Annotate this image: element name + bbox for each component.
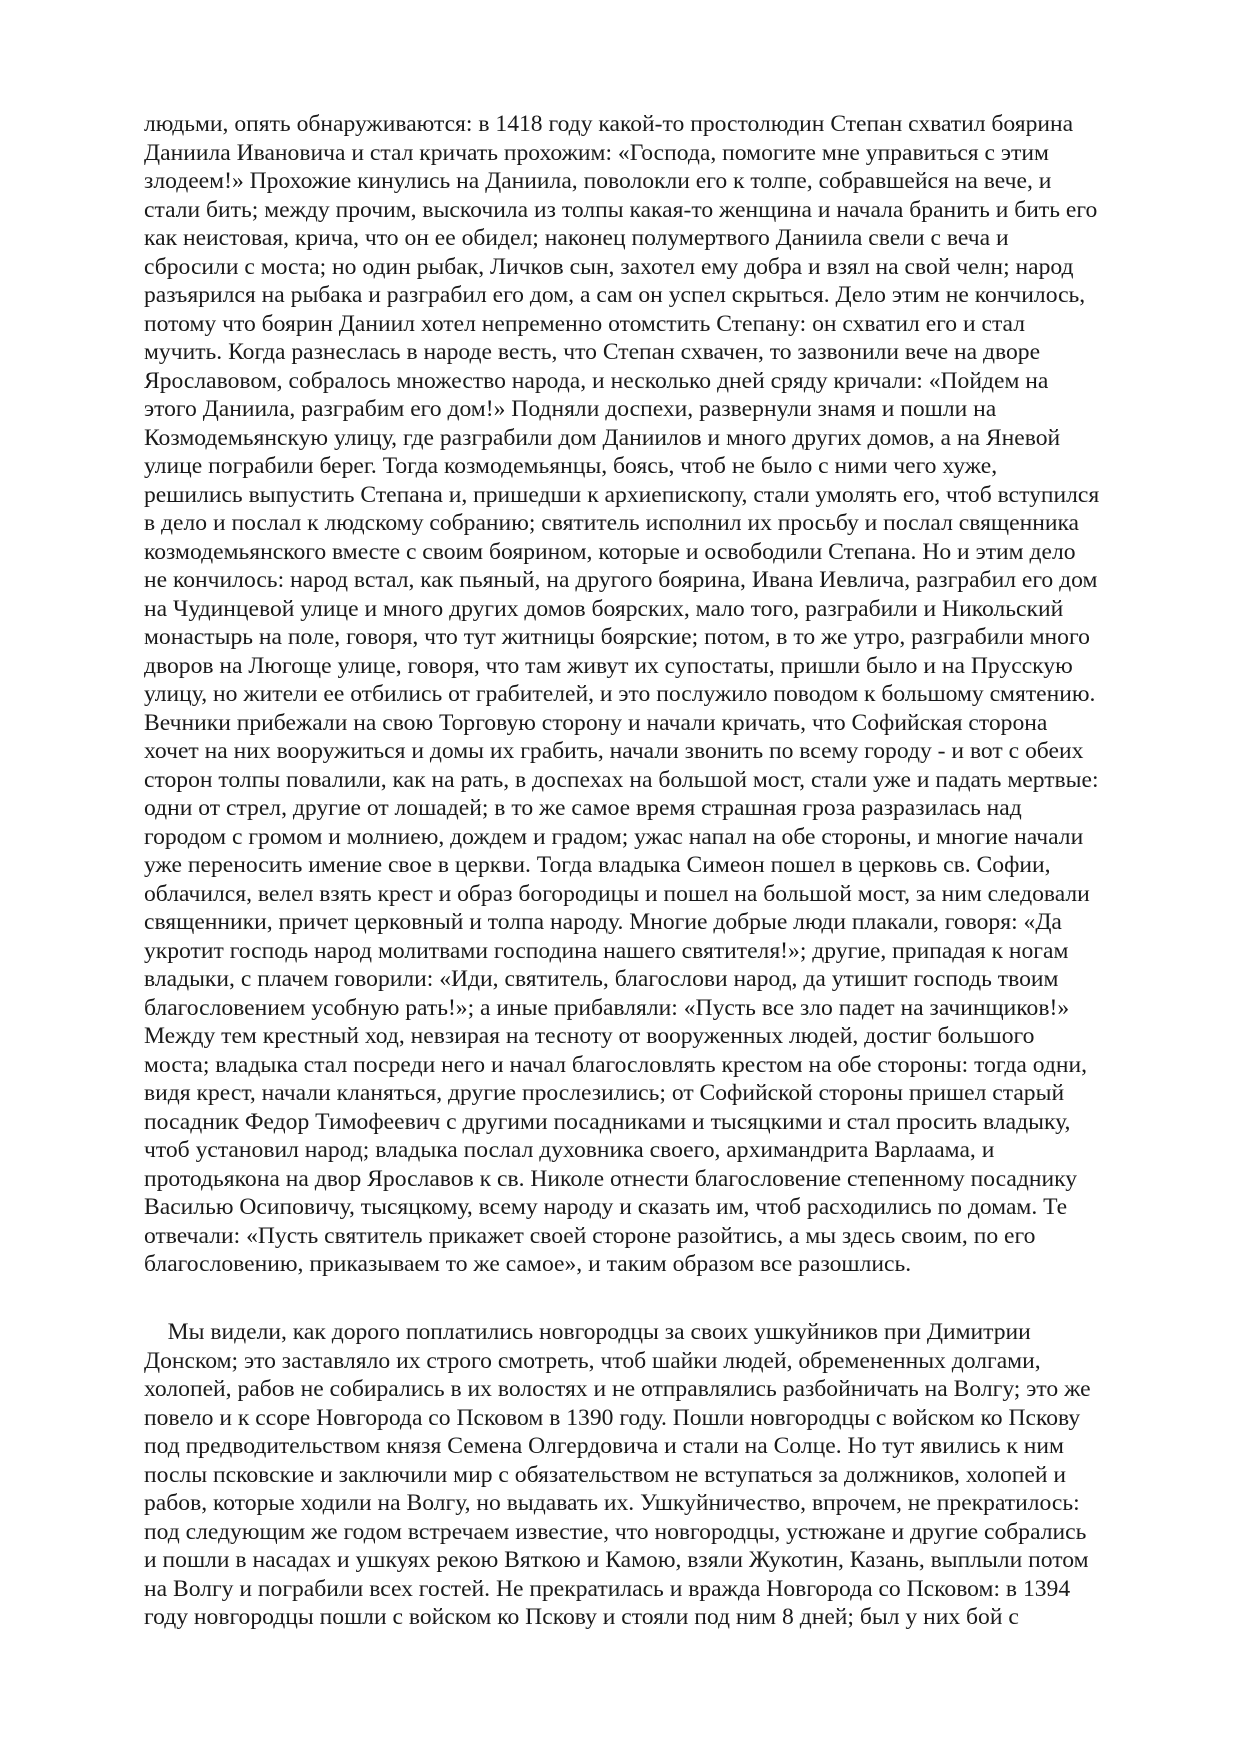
text-line: потому что боярин Даниил хотел непременно отомстить Степану: он схватил его и стал bbox=[144, 310, 1025, 337]
text-line: улицу, но жители ее отбились от грабителей, и это послужило поводом к большому смятению. bbox=[144, 681, 1096, 707]
text-line: послы псковские и заключили мир с обязательством не вступаться за должников, холопей и bbox=[144, 1461, 1067, 1488]
text-line: чтоб установил народ; владыка послал духовника своего, архимандрита Варлаама, и bbox=[144, 1137, 995, 1163]
text-line: видя крест, начали кланяться, другие прослезились; от Софийской стороны пришел старый bbox=[144, 1080, 1065, 1106]
text-line: Василью Осиповичу, тысяцкому, всему народу и сказать им, чтоб расходились по домам. Те bbox=[144, 1194, 1068, 1220]
text-line: сторон толпы повалили, как на рать, в доспехах на большой мост, стали уже и падать мертвые: bbox=[144, 766, 1099, 793]
text-line: благословению, приказываем то же самое», и таким образом все разошлись. bbox=[144, 1251, 912, 1277]
text-line: в дело и послал к людскому собранию; святитель исполнил их просьбу и послал священника bbox=[144, 510, 1080, 536]
text-line: уже переносить имение свое в церкви. Тогда владыка Симеон пошел в церковь св. Софии, bbox=[144, 852, 1051, 878]
text-line: решились выпустить Степана и, пришедши к архиепископу, стали умолять его, чтоб вступился bbox=[144, 481, 1100, 508]
text-line: облачился, велел взять крест и образ богородицы и пошел на большой мост, за ним следовали bbox=[144, 880, 1090, 907]
text-line: Вечники прибежали на свою Торговую сторону и начали кричать, что Софийская сторона bbox=[144, 709, 1048, 736]
text-line: посадник Федор Тимофеевич с другими посадниками и тысяцкими и стал просить владыку, bbox=[144, 1108, 1071, 1135]
text-line: этого Даниила, разграбим его дом!» Подняли доспехи, развернули знамя и пошли на bbox=[144, 396, 997, 422]
text-line: разъярился на рыбака и разграбил его дом, а сам он успел скрыться. Дело этим не кончилось, bbox=[144, 282, 1086, 308]
text-line: улице пограбили берег. Тогда козмодемьянцы, боясь, чтоб не было с ними чего хуже, bbox=[144, 453, 998, 479]
text-line: рабов, которые ходили на Волгу, но выдавать их. Ушкуйничество, впрочем, не прекратилось: bbox=[144, 1490, 1080, 1516]
text-line: Мы видели, как дорого поплатились новгородцы за своих ушкуйников при Димитрии bbox=[144, 1319, 1031, 1345]
text-line: дворов на Люгоще улице, говоря, что там живут их супостаты, пришли было и на Прусскую bbox=[144, 652, 1073, 679]
text-line: владыки, с плачем говорили: «Иди, святитель, благослови народ, да утишит господь твоим bbox=[144, 966, 1059, 992]
text-line: не кончилось: народ встал, как пьяный, на другого боярина, Ивана Иевлича, разграбил его дом bbox=[144, 567, 1098, 593]
text-line: отвечали: «Пусть святитель прикажет своей стороне разойтись, а мы здесь своим, по его bbox=[144, 1222, 1036, 1249]
text-line: Донском; это заставляло их строго смотреть, чтоб шайки людей, обремененных долгами, bbox=[144, 1347, 1041, 1374]
text-line: благословением усобную рать!»; а иные прибавляли: «Пусть все зло падет на зачинщиков!» bbox=[144, 994, 1070, 1021]
paragraph-ushkuiniki bbox=[144, 1318, 1104, 1632]
text-line: как неистовая, крича, что он ее обидел; наконец полумертвого Даниила свели с веча и bbox=[144, 225, 1009, 251]
text-line: моста; владыка стал посреди него и начал благословлять крестом на обе стороны: тогда одни, bbox=[144, 1051, 1088, 1078]
text-line: Ярославовом, собралось множество народа, и несколько дней сряду кричали: «Пойдем на bbox=[144, 367, 1049, 394]
text-line: протодьякона на двор Ярославов к св. Николе отнести благословение степенному посаднику bbox=[144, 1165, 1078, 1192]
text-line: году новгородцы пошли с войском ко Пскову и стояли под ним 8 дней; был у них бой с bbox=[144, 1604, 1019, 1630]
text-line: козмодемьянского вместе с своим боярином, которые и освободили Степана. Но и этим дело bbox=[144, 538, 1076, 565]
text-line: под предводительством князя Семена Олгердовича и стали на Солце. Но тут явились к ним bbox=[144, 1433, 1064, 1459]
paragraph-uprising bbox=[144, 110, 1104, 1279]
text-line: одни от стрел, другие от лошадей; в то же самое время страшная гроза разразилась над bbox=[144, 795, 1022, 821]
text-line: городом с громом и молниею, дождем и градом; ужас напал на обе стороны, и многие начали bbox=[144, 823, 1084, 850]
text-line: на Волгу и пограбили всех гостей. Не прекратилась и вражда Новгорода со Псковом: в 1394 bbox=[144, 1575, 1071, 1602]
text-line: Даниила Ивановича и стал кричать прохожим: «Господа, помогите мне управиться с этим bbox=[144, 139, 1049, 166]
text-line: на Чудинцевой улице и много других домов боярских, мало того, разграбили и Никольский bbox=[144, 595, 1064, 622]
text-line: повело и к ссоре Новгорода со Псковом в 1390 году. Пошли новгородцы с войском ко Пскову bbox=[144, 1404, 1081, 1431]
text-line: Между тем крестный ход, невзирая на тесноту от вооруженных людей, достиг большого bbox=[144, 1023, 1035, 1049]
text-line: священники, причет церковный и толпа народу. Многие добрые люди плакали, говоря: «Да bbox=[144, 909, 1062, 935]
text-line: хочет на них вооружиться и домы их грабить, начали звонить по всему городу - и вот с обеих bbox=[144, 738, 1084, 764]
text-line: холопей, рабов не собирались в их волостях и не отправлялись разбойничать на Волгу; это же bbox=[144, 1376, 1091, 1402]
text-line: укротит господь народ молитвами господина нашего святителя!»; другие, припадая к ногам bbox=[144, 937, 1069, 964]
text-line: монастырь на поле, говоря, что тут житницы боярские; потом, в то же утро, разграбили много bbox=[144, 624, 1090, 650]
text-line: под следующим же годом встречаем известие, что новгородцы, устюжане и другие собрались bbox=[144, 1518, 1087, 1545]
text-line: сбросили с моста; но один рыбак, Личков сын, захотел ему добра и взял на свой челн; народ bbox=[144, 253, 1074, 280]
text-line: мучить. Когда разнеслась в народе весть, что Степан схвачен, то зазвонили вече на дворе bbox=[144, 339, 1041, 365]
text-line: людьми, опять обнаруживаются: в 1418 году какой-то простолюдин Степан схватил боярина bbox=[144, 111, 1074, 137]
text-line: и пошли в насадах и ушкуях рекою Вяткою и Камою, взяли Жукотин, Казань, выплыли потом bbox=[144, 1547, 1089, 1573]
text-line: Козмодемьянскую улицу, где разграбили дом Даниилов и много других домов, а на Яневой bbox=[144, 424, 1061, 451]
text-line: стали бить; между прочим, выскочила из толпы какая-то женщина и начала бранить и бить его bbox=[144, 196, 1098, 223]
text-line: злодеем!» Прохожие кинулись на Даниила, поволокли его к толпе, собравшейся на вече, и bbox=[144, 168, 1052, 194]
